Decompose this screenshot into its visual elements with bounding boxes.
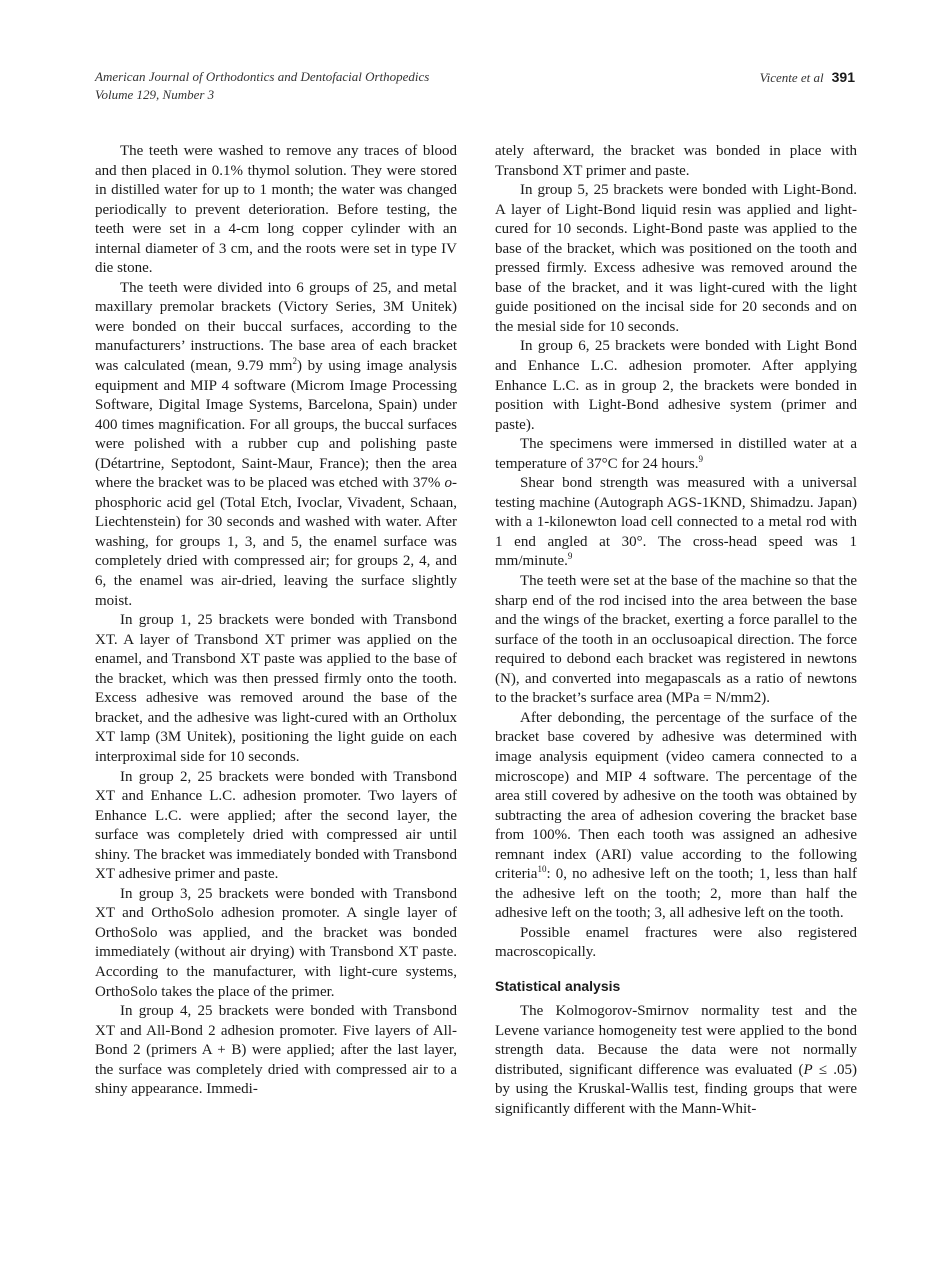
paragraph-immersion: The specimens were immersed in distilled water at a temperature of 37°C for 24 hours.$^9$ xyxy=(495,436,857,472)
paragraph-teeth-preparation: The teeth were washed to remove any traces of blood and then placed in 0.1% thymol solution. They were stored in distilled water for up to 1 month; the water was changed periodically to prevent deterioration. Before testing, the teeth were set in a 4-cm long copper cylinder with an internal diameter of 3 cm, and the roots were set in type IV die stone. xyxy=(95,143,457,277)
paragraph-group-4: In group 4, 25 brackets were bonded with Transbond XT and All-Bond 2 adhesion promoter. Five layers of All-Bond 2 (primers A + B) were applied; after the last layer, the surface was completely dried with compressed air to a shiny appearance. Immedi- xyxy=(95,1003,457,1098)
paragraph-group-2: In group 2, 25 brackets were bonded with Transbond XT and Enhance L.C. adhesion promoter. Two layers of Enhance L.C. were applied; after the second layer, the surface was completely dried with compressed air until shiny. The bracket was immediately bonded with Transbond XT adhesive primer and paste. xyxy=(95,768,457,883)
paragraph-statistics: The Kolmogorov-Smirnov normality test and the Levene variance homogeneity test were applied to the bond strength data. Because the data were not normally distributed, significant difference was evaluated (P ≤ .05) by using the Kruskal-Wallis test, finding groups that were significantly different with the Mann-Whit- xyxy=(495,1002,857,1117)
paragraph-shear-test: Shear bond strength was measured with a universal testing machine (Autograph AGS-1KND, Shimadzu. Japan) with a 1-kilonewton load cell connected to a metal rod with 1 end angled at 30°. The cross-head speed was 1 mm/minute.$^9$ xyxy=(495,475,857,570)
journal-volume: Volume 129, Number 3 xyxy=(95,87,215,102)
paragraph-group-4-continued: ately afterward, the bracket was bonded in place with Transbond XT primer and paste. xyxy=(495,143,857,179)
section-heading-statistical-analysis: Statistical analysis xyxy=(495,977,621,994)
paragraph-group-5: In group 5, 25 brackets were bonded with Light-Bond. A layer of Light-Bond liquid resin was applied and light-cured for 10 seconds. Light-Bond paste was applied to the base of the bracket, which was positioned on the tooth and pressed firmly. Excess adhesive was removed around the base of the bracket, and it was light-cured with the light guide positioned on the incisal side for 20 seconds and on the mesial side for 10 seconds. xyxy=(495,182,857,335)
page-number: 391 xyxy=(831,69,855,85)
author-page xyxy=(760,68,855,87)
paragraph-group-6: In group 6, 25 brackets were bonded with Light Bond and Enhance L.C. adhesion promoter. After applying Enhance L.C. as in group 2, the brackets were bonded in position with Light-Bond adhesive system (primer and paste). xyxy=(495,338,857,433)
paragraph-ari: After debonding, the percentage of the surface of the bracket base covered by adhesive was determined with image analysis equipment (video camera connected to a microscope) and MIP 4 software. The percentage of the area still covered by adhesive on the tooth was obtained by subtracting the area of adhesion covering the bracket base from 100%. Then each tooth was assigned an adhesive remnant index (ARI) value according to the following criteria$^{10}$: 0, no adhesive left on the tooth; 1, less than half the adhesive left on the tooth; 2, more than half the adhesive left on the tooth; 3, all adhesive left on the tooth. xyxy=(495,709,857,922)
paragraph-fractures: Possible enamel fractures were also registered macroscopically. xyxy=(495,924,857,961)
paragraph-group-1: In group 1, 25 brackets were bonded with Transbond XT. A layer of Transbond XT primer was applied on the enamel, and Transbond XT paste was applied to the base of the bracket, which was then pressed firmly onto the tooth. Excess adhesive was removed around the base of the bracket, and the adhesive was light-cured with an Ortholux XT lamp (3M Unitek), positioning the light guide on each interproximal side for 10 seconds. xyxy=(95,612,457,765)
journal-info xyxy=(95,68,429,104)
journal-title: American Journal of Orthodontics and Dentofacial Orthopedics xyxy=(95,69,430,84)
running-header xyxy=(95,68,855,108)
paragraph-group-3: In group 3, 25 brackets were bonded with Transbond XT and OrthoSolo adhesion promoter. A single layer of OrthoSolo was applied, and the bracket was bonded immediately (without air drying) with Transbond XT paste. According to the manufacturer, with light-cure systems, OrthoSolo takes the place of the primer. xyxy=(95,885,457,1000)
running-authors: Vicente et al xyxy=(759,70,824,85)
paragraph-groups-etching: The teeth were divided into 6 groups of 25, and metal maxillary premolar brackets (Victory Series, 3M Unitek) were bonded on their buccal surfaces, according to the manufacturers’ instructions. The base area of each bracket was calculated (mean, 9.79 $mm^2$) by using image analysis equipment and MIP 4 software (Microm Image Processing Software, Digital Image Systems, Barcelona, Spain) under 400 times magnification. For all groups, the buccal surfaces were polished with a rubber cup and polishing paste (Détartrine, Septodont, Saint-Maur, France); then the area where the bracket was to be placed was etched with 37% o-phosphoric acid gel (Total Etch, Ivoclar, Vivadent, Schaan, Liechtenstein) for 30 seconds and washed with water. After washing, for groups 1, 3, and 5, the enamel surface was completely dried with compressed air; for groups 2, 4, and 6, the enamel was air-dried, leaving the surface slightly moist. xyxy=(95,279,457,609)
paragraph-force-measurement: The teeth were set at the base of the machine so that the sharp end of the rod incised into the area between the base and the wings of the bracket, exerting a force parallel to the surface of the tooth in an occlusoapical direction. The force required to debond each bracket was registered in newtons (N), and converted into megapascals as a ratio of newtons to the bracket’s surface area (MPa = N/mm2). xyxy=(495,573,857,707)
left-column xyxy=(95,142,457,1100)
right-column xyxy=(495,142,857,1119)
